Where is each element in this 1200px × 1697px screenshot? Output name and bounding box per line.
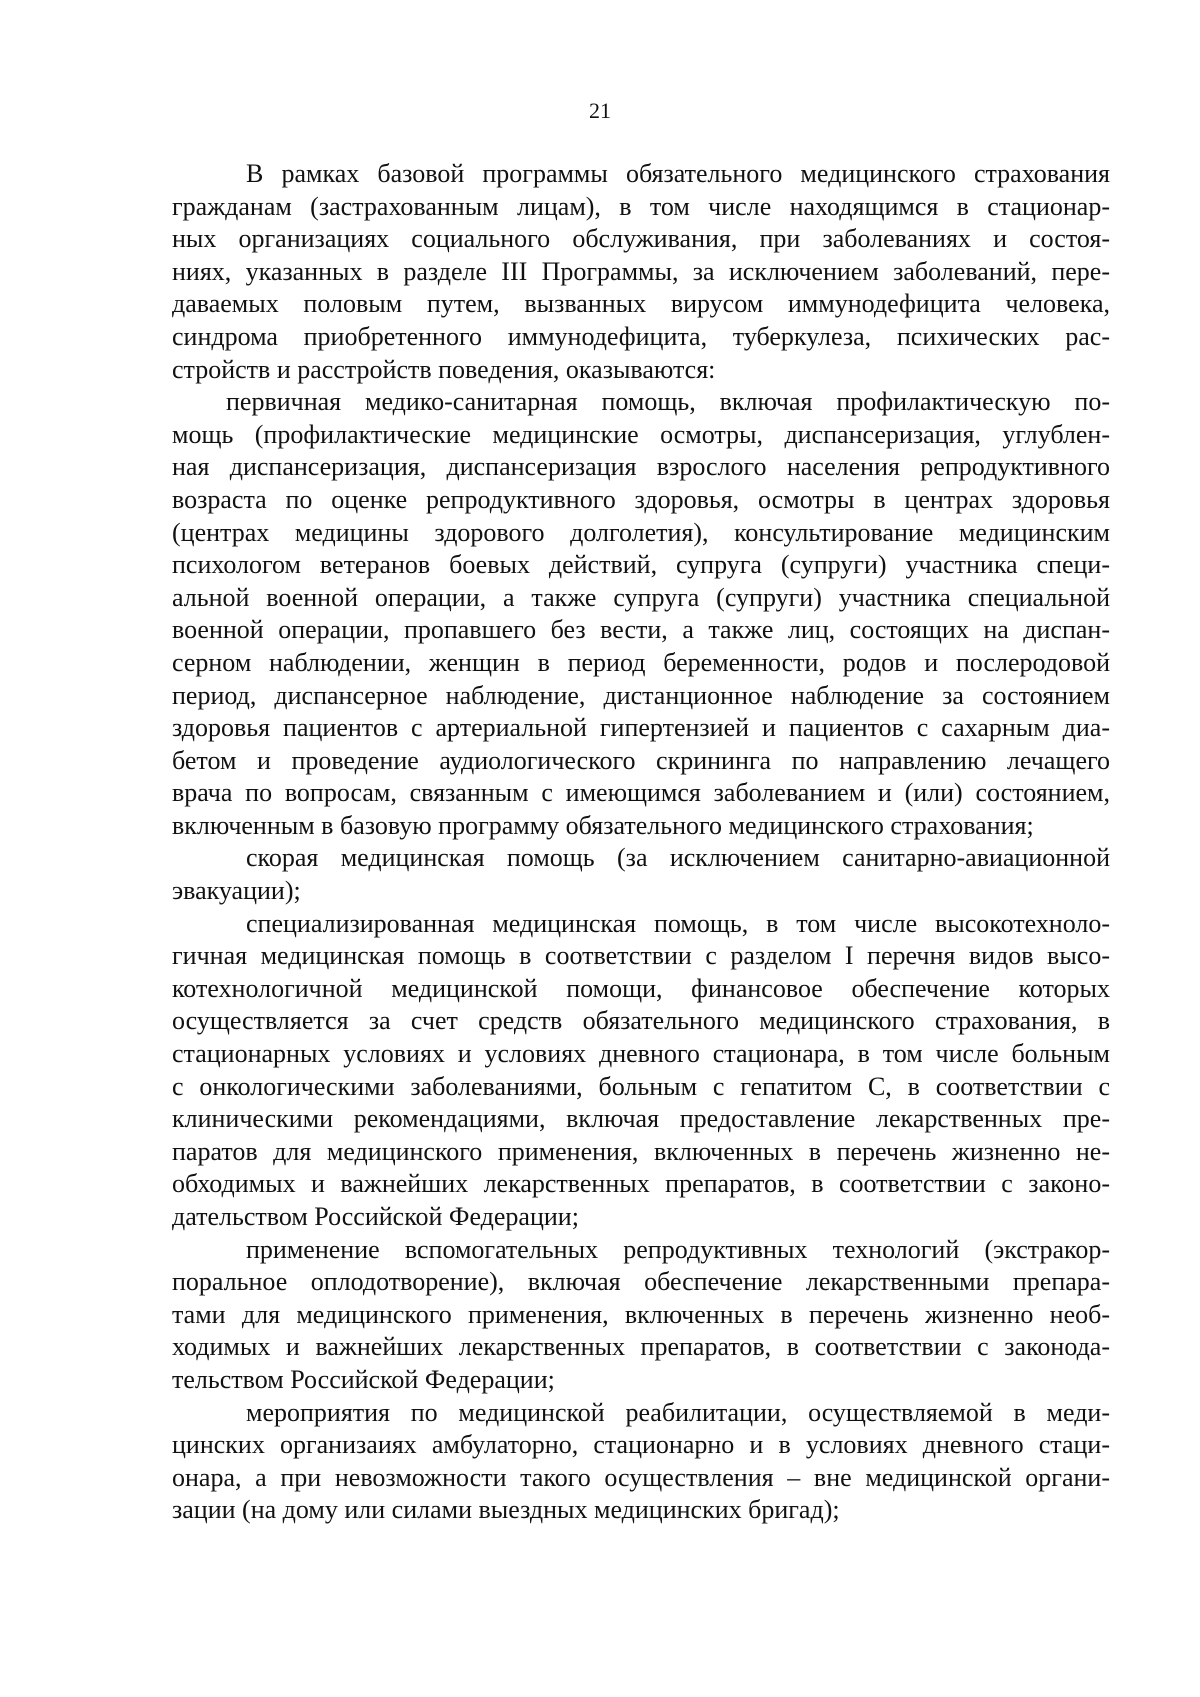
page-number: 21 <box>589 98 611 123</box>
text-line: цинских организаиях амбулаторно, стационарно и в условиях дневного стаци- <box>172 1430 1110 1460</box>
text-line: тельством Российской Федерации; <box>172 1364 555 1394</box>
text-line: врача по вопросам, связанным с имеющимся заболеванием и (или) состоянием, <box>172 778 1110 808</box>
text-line: скорая медицинская помощь (за исключением санитарно-авиационной <box>246 843 1110 873</box>
text-line: синдрома приобретенного иммунодефицита, туберкулеза, психических рас- <box>172 321 1110 351</box>
text-line: ных организациях социального обслуживания, при заболеваниях и состоя- <box>172 224 1110 254</box>
text-line: клиническими рекомендациями, включая предоставление лекарственных пре- <box>172 1104 1110 1134</box>
text-line: здоровья пациентов с артериальной гипертензией и пациентов с сахарным диа- <box>172 713 1110 743</box>
text-line: серном наблюдении, женщин в период беременности, родов и послеродовой <box>172 647 1110 677</box>
paragraph-rehabilitation <box>172 1397 1110 1527</box>
text-line: первичная медико-санитарная помощь, включая профилактическую по- <box>226 387 1110 417</box>
text-line: психологом ветеранов боевых действий, супруга (супруги) участника специ- <box>172 550 1110 580</box>
text-line: период, диспансерное наблюдение, дистанционное наблюдение за состоянием <box>172 680 1110 710</box>
text-line: военной операции, пропавшего без вести, а также лиц, состоящих на диспан- <box>172 615 1110 645</box>
text-line: онара, а при невозможности такого осуществления – вне медицинской органи- <box>172 1462 1110 1492</box>
text-line: стационарных условиях и условиях дневного стационара, в том числе больным <box>172 1039 1110 1069</box>
paragraph-specialized-care <box>172 908 1110 1234</box>
text-line: эвакуации); <box>172 876 301 906</box>
text-line: ходимых и важнейших лекарственных препаратов, в соответствии с законода- <box>172 1332 1110 1362</box>
text-line: зации (на дому или силами выездных медицинских бригад); <box>172 1495 840 1525</box>
text-line: альной военной операции, а также супруга (супруги) участника специальной <box>172 582 1110 612</box>
text-line: возраста по оценке репродуктивного здоровья, осмотры в центрах здоровья <box>172 484 1110 514</box>
text-line: котехнологичной медицинской помощи, финансовое обеспечение которых <box>172 973 1110 1003</box>
text-line: мощь (профилактические медицинские осмотры, диспансеризация, углублен- <box>172 419 1110 449</box>
text-line: ниях, указанных в разделе III Программы, за исключением заболеваний, пере- <box>172 256 1110 286</box>
text-line: применение вспомогательных репродуктивных технологий (экстракор- <box>246 1234 1110 1264</box>
text-line: даваемых половым путем, вызванных вирусом иммунодефицита человека, <box>172 289 1110 319</box>
text-line: В рамках базовой программы обязательного медицинского страхования <box>246 159 1110 188</box>
text-line: включенным в базовую программу обязательного медицинского страхования; <box>172 810 1034 840</box>
text-line: дательством Российской Федерации; <box>172 1202 579 1231</box>
text-line: (центрах медицины здорового долголетия), консультирование медицинским <box>172 517 1110 547</box>
paragraph-primary-care <box>172 386 1110 842</box>
paragraph-emergency-care <box>172 842 1110 907</box>
document-body <box>172 158 1110 1527</box>
text-line: бетом и проведение аудиологического скрининга по направлению лечащего <box>172 745 1110 775</box>
text-line: осуществляется за счет средств обязательного медицинского страхования, в <box>172 1006 1110 1036</box>
text-line: тами для медицинского применения, включенных в перечень жизненно необ- <box>172 1299 1110 1329</box>
paragraph-reproductive-tech <box>172 1234 1110 1397</box>
text-line: обходимых и важнейших лекарственных препаратов, в соответствии с законо- <box>172 1169 1110 1199</box>
text-line: поральное оплодотворение), включая обеспечение лекарственными препара- <box>172 1267 1110 1297</box>
text-line: гражданам (застрахованным лицам), в том числе находящимся в стационар- <box>172 191 1110 221</box>
text-line: с онкологическими заболеваниями, больным с гепатитом С, в соответствии с <box>172 1071 1110 1101</box>
text-line: гичная медицинская помощь в соответствии с разделом I перечня видов высо- <box>172 941 1110 971</box>
text-line: ная диспансеризация, диспансеризация взрослого населения репродуктивного <box>172 452 1110 482</box>
paragraph-intro <box>172 158 1110 386</box>
text-line: паратов для медицинского применения, включенных в перечень жизненно не- <box>172 1136 1110 1166</box>
text-line: специализированная медицинская помощь, в том числе высокотехноло- <box>246 908 1110 938</box>
text-line: стройств и расстройств поведения, оказываются: <box>172 354 716 384</box>
text-line: мероприятия по медицинской реабилитации, осуществляемой в меди- <box>246 1397 1110 1427</box>
